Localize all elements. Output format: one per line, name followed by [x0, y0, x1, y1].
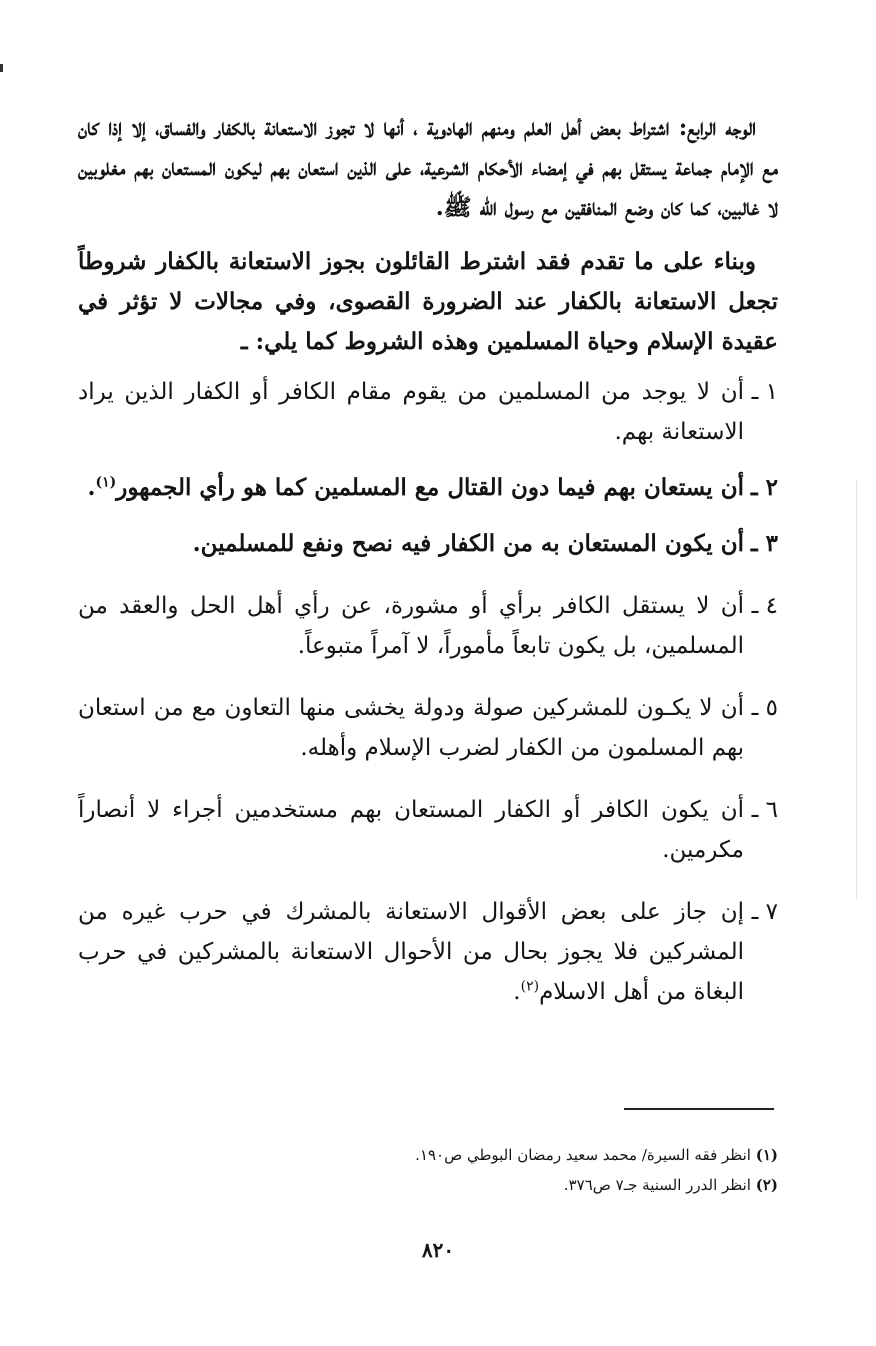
condition-text: أن يكون المستعان به من الكفار فيه نصح ونفع للمسلمين. — [192, 530, 744, 557]
condition-text: أن لا يكـون للمشركين صولة ودولة يخشى منها التعاون مع من استعان بهم المسلمون من الكفار لضرب الإسلام وأهله. — [78, 695, 744, 761]
footnote-1 — [300, 1140, 778, 1170]
condition-text: أن يستعان بهم فيما دون القتال مع المسلمين كما هو رأي الجمهور — [116, 474, 744, 501]
condition-number: ٧ ـ — [751, 899, 778, 925]
condition-item-1 — [78, 372, 778, 452]
paragraph-conditions-intro — [78, 242, 778, 362]
condition-number: ٥ ـ — [751, 695, 778, 721]
footnotes — [300, 1140, 778, 1200]
footnote-2 — [300, 1170, 778, 1200]
condition-text: إن جاز على بعض الأقوال الاستعانة بالمشرك في حرب غيره من المشركين فلا يجوز بحال من الأحوال الاستعانة بالمشركين في حرب البغاة من أهل الاسلام — [78, 899, 744, 1005]
footnote-number: (٢) — [755, 1176, 778, 1194]
paragraph-lead: الوجه الرابع: — [678, 114, 757, 141]
condition-end: . — [513, 979, 521, 1005]
page-number: ٨٢٠ — [421, 1238, 455, 1262]
condition-item-5 — [78, 688, 778, 768]
condition-number: ٤ ـ — [751, 593, 778, 619]
condition-text: أن يكون الكافر أو الكفار المستعان بهم مستخدمين أجراء لا أنصاراً مكرمين. — [78, 797, 744, 863]
condition-number: ٦ ـ — [751, 797, 778, 823]
footnote-separator — [624, 1108, 774, 1110]
condition-item-2 — [78, 468, 778, 508]
paragraph-body: اشتراط بعض أهل العلم ومنهم الهادوية ، أنها لا تجوز الاستعانة بالكفار والفساق، إلا إذا كان مع الإمام جماعة يستقل بهم في إمضاء الأحكام الشرعية، على الذين استعان بهم ليكون المستعان بهم مغلوبين لا غالبين، كما كان وضع المنافقين مع رسول الله ﷺ. — [78, 114, 778, 221]
page-edge-mark — [0, 64, 3, 72]
condition-number: ٢ ـ — [750, 474, 778, 501]
page-body — [78, 108, 778, 1012]
footnote-ref: (٢) — [520, 978, 540, 995]
condition-end: . — [87, 474, 96, 501]
condition-item-7 — [78, 892, 778, 1012]
footnote-text: انظر الدرر السنية جـ٧ ص٣٧٦. — [563, 1176, 751, 1194]
condition-text: أن لا يوجد من المسلمين من يقوم مقام الكافر أو الكفار الذين يراد الاستعانة بهم. — [78, 379, 744, 445]
paragraph-text: وبناء على ما تقدم فقد اشترط القائلون بجوز الاستعانة بالكفار شروطاً تجعل الاستعانة بالكفار عند الضرورة القصوى، وفي مجالات لا تؤثر في عقيدة الإسلام وحياة المسلمين وهذه الشروط كما يلي: ـ — [78, 248, 778, 355]
page-fold-shadow — [856, 480, 857, 900]
condition-item-4 — [78, 586, 778, 666]
condition-text: أن لا يستقل الكافر برأي أو مشورة، عن رأي أهل الحل والعقد من المسلمين، بل يكون تابعاً مأموراً، لا آمراً متبوعاً. — [78, 593, 744, 659]
condition-number: ١ ـ — [751, 379, 778, 405]
condition-number: ٣ ـ — [750, 530, 778, 557]
footnote-number: (١) — [755, 1146, 778, 1164]
footnote-text: انظر فقه السيرة/ محمد سعيد رمضان البوطي ص١٩٠. — [415, 1146, 751, 1164]
condition-item-6 — [78, 790, 778, 870]
footnote-ref: (١) — [95, 474, 117, 491]
paragraph-fourth-aspect — [78, 108, 778, 228]
condition-item-3 — [78, 524, 778, 564]
